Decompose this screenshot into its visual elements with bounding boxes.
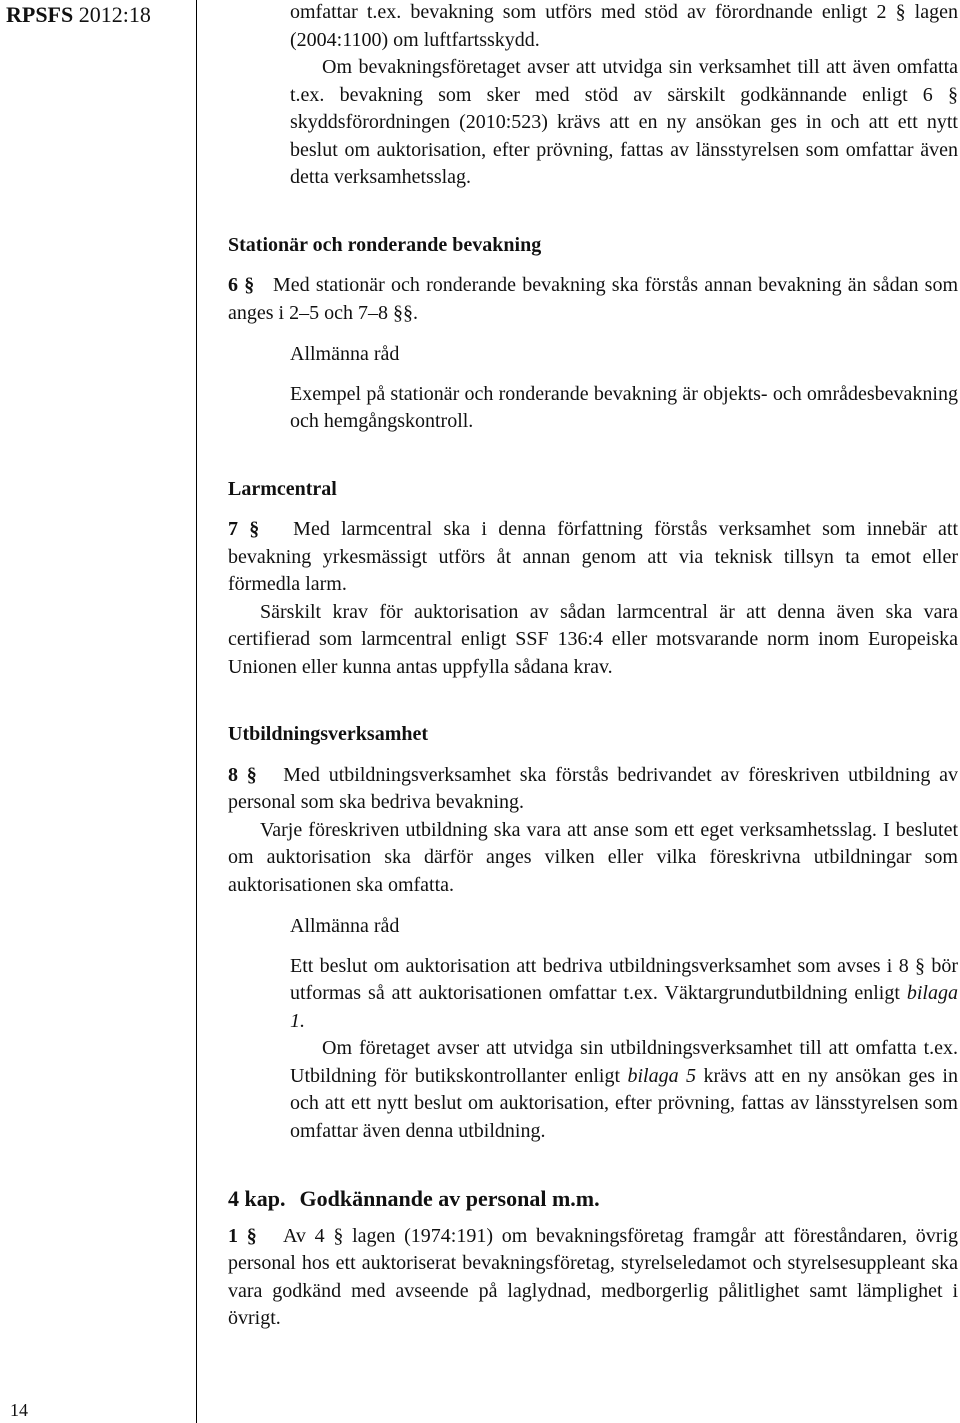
page-number: 14 xyxy=(10,1400,28,1420)
advice-paragraph-1 xyxy=(290,953,958,1036)
intro-paragraph-2: Om bevakningsföretaget avser att utvidga sin verksamhet till att även omfatta t.ex. bevakning som sker med stöd av särskilt godkännande enligt 6 § skyddsförordningen (2010:523) krävs att en ny ansökan ges in och att ett nytt beslut om auktorisation, efter prövning, fattas av länsstyrelsen som omfattar även detta verksamhetsslag. xyxy=(290,56,958,188)
section-6-number: 6 § xyxy=(228,274,255,296)
section-6-advice xyxy=(290,341,958,436)
advice-title: Allmänna råd xyxy=(290,343,400,365)
chapter-4-heading xyxy=(228,1185,958,1213)
page-margin-sidebar xyxy=(0,0,197,1423)
section-8-text: Med utbildningsverksamhet ska förstås bedrivandet av föreskriven utbildning av personal som ska bedriva bevakning. xyxy=(228,763,959,813)
series-number: 2012:18 xyxy=(78,2,151,27)
section-8-paragraph-2: Varje föreskriven utbildning ska vara att anse som ett eget verksamhetsslag. I beslutet om auktorisation ska därför anges vilken eller vilka föreskrivna utbildningar som auktorisationen ska omfatta. xyxy=(228,818,958,896)
section-7-text: Med larmcentral ska i denna författning förstås verksamhet som innebär att bevakning yrkesmässigt utförs åt annan genom att via teknisk tillsyn ta emot eller förmedla larm. xyxy=(228,518,959,595)
section-1-text: Av 4 § lagen (1974:191) om bevakningsföretag framgår att föreståndaren, övrig personal hos ett auktoriserat bevakningsföretag, styrelseledamot och styrelsesuppleant ska vara godkänd med avseende på laglydnad, medborgerlig pålitlighet samt lämplighet i övrigt. xyxy=(228,1224,959,1329)
section-7-number: 7 § xyxy=(228,518,260,540)
advice-paragraph-2 xyxy=(290,1035,958,1145)
advice-text: krävs att en ny ansökan ges in och att ett nytt beslut om auktorisation, efter prövning, fattas av länsstyrelsen som omfattar även denna utbildning. xyxy=(290,1064,958,1142)
annex-reference: bilaga 1. xyxy=(290,982,958,1032)
annex-reference: bilaga 5 xyxy=(627,1064,697,1087)
intro-paragraph-1: omfattar t.ex. bevakning som utförs med stöd av förordnande enligt 2 § lagen (2004:1100) om luftfartsskydd. xyxy=(290,1,958,51)
section-8-paragraph xyxy=(228,762,958,817)
intro-block xyxy=(228,0,958,192)
section-8-advice xyxy=(290,913,958,1145)
page-content xyxy=(228,0,958,1333)
advice-text: Exempel på stationär och ronderande bevakning är objekts- och områdesbevakning och hemgångskontroll. xyxy=(290,382,958,432)
chapter-title: Godkännande av personal m.m. xyxy=(299,1186,600,1211)
document-identifier xyxy=(6,2,151,28)
series-label: RPSFS xyxy=(6,2,74,27)
section-7-paragraph xyxy=(228,516,958,599)
chapter-4-section-1 xyxy=(228,1223,958,1333)
advice-title: Allmänna råd xyxy=(290,915,400,937)
section-6-paragraph xyxy=(228,272,958,327)
section-6-text: Med stationär och ronderande bevakning ska förstås annan bevakning än sådan som anges i 2–5 och 7–8 §§. xyxy=(228,274,959,324)
section-8-heading: Utbildningsverksamhet xyxy=(228,723,429,745)
section-7-heading: Larmcentral xyxy=(228,477,337,500)
section-8-number: 8 § xyxy=(228,763,257,786)
advice-text: Om företaget avser att utvidga sin utbildningsverksamhet till att omfatta t.ex. Utbildning för butikskontrollanter enligt xyxy=(290,1037,958,1087)
section-7-paragraph-2: Särskilt krav för auktorisation av sådan larmcentral är att denna även ska vara certifierad som larmcentral enligt SSF 136:4 eller motsvarande norm inom Europeiska Unionen eller kunna antas uppfylla sådana krav. xyxy=(228,600,958,678)
section-1-number: 1 § xyxy=(228,1224,257,1247)
advice-text: Ett beslut om auktorisation att bedriva utbildningsverksamhet som avses i 8 § bör utformas så att auktorisationen omfattar t.ex. Väktargrundutbildning enligt xyxy=(290,954,958,1004)
section-6-heading: Stationär och ronderande bevakning xyxy=(228,233,542,256)
chapter-number: 4 kap. xyxy=(228,1186,286,1211)
